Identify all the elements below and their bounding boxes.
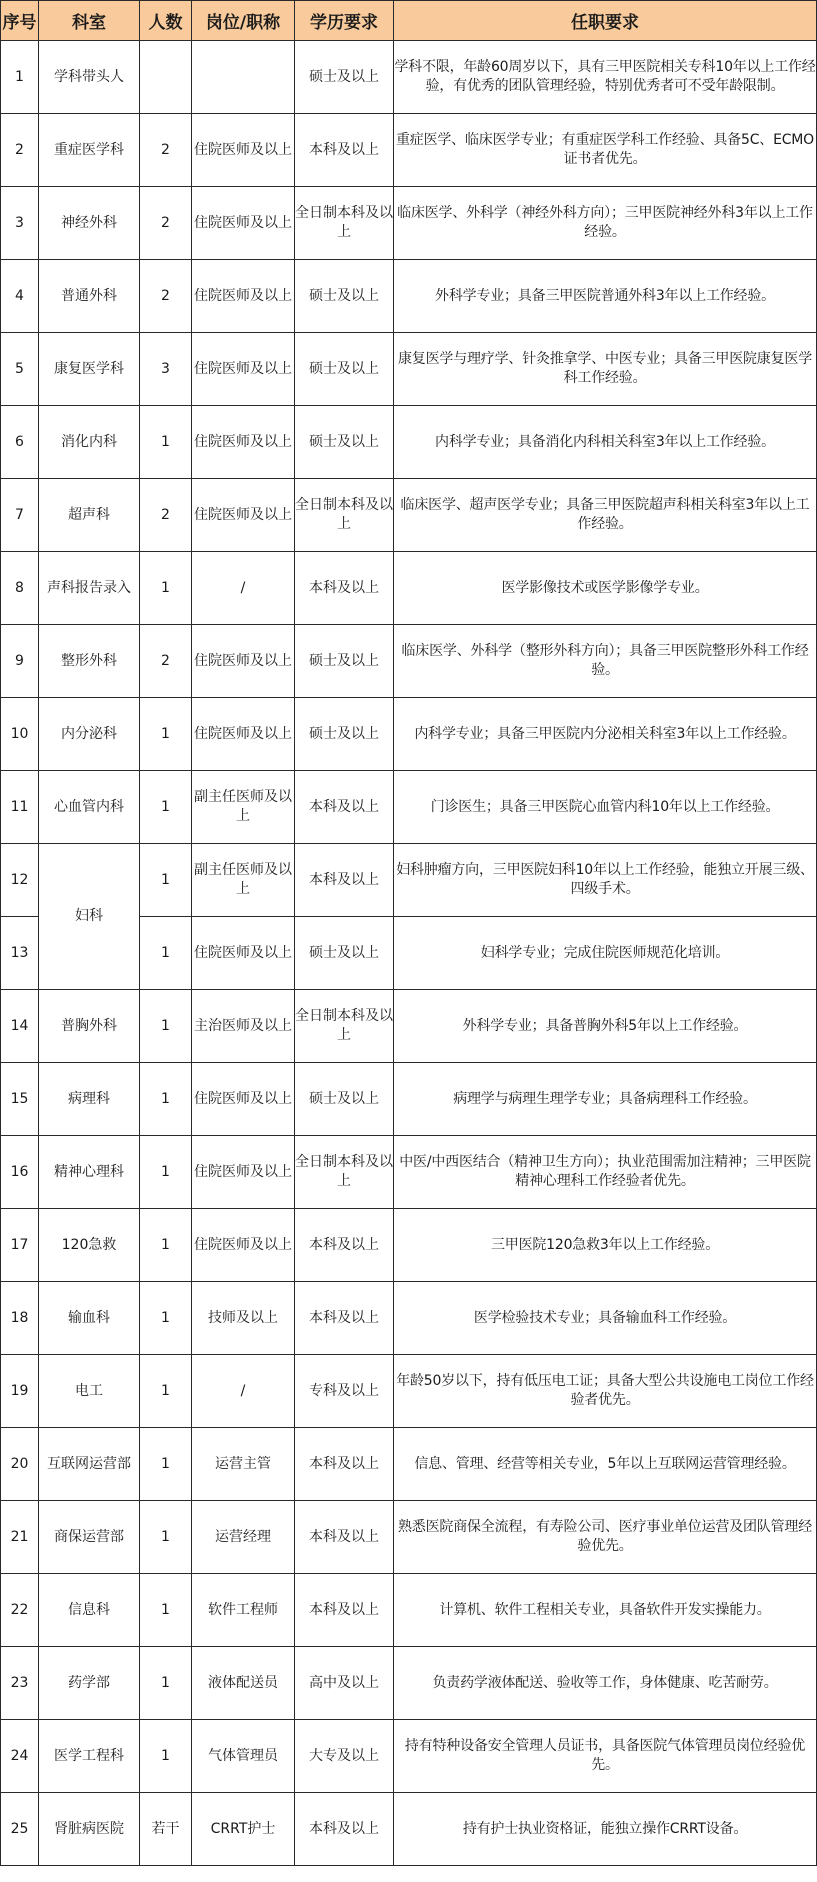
cell-dept: 互联网运营部 xyxy=(39,1428,140,1501)
cell-no: 21 xyxy=(1,1501,39,1574)
cell-dept: 精神心理科 xyxy=(39,1136,140,1209)
cell-requirement: 中医/中西医结合（精神卫生方向）；执业范围需加注精神；三甲医院精神心理科工作经验者优先。 xyxy=(394,1136,817,1209)
cell-position: 住院医师及以上 xyxy=(192,114,295,187)
cell-education: 专科及以上 xyxy=(295,1355,394,1428)
cell-no: 5 xyxy=(1,333,39,406)
header-dept: 科室 xyxy=(39,1,140,41)
cell-no: 1 xyxy=(1,41,39,114)
cell-requirement: 妇科肿瘤方向，三甲医院妇科10年以上工作经验，能独立开展三级、四级手术。 xyxy=(394,844,817,917)
table-row xyxy=(1,698,817,771)
cell-dept: 声科报告录入 xyxy=(39,552,140,625)
cell-dept: 内分泌科 xyxy=(39,698,140,771)
cell-count: 1 xyxy=(140,1428,192,1501)
cell-dept: 信息科 xyxy=(39,1574,140,1647)
cell-no: 4 xyxy=(1,260,39,333)
cell-requirement: 熟悉医院商保全流程，有寿险公司、医疗事业单位运营及团队管理经验优先。 xyxy=(394,1501,817,1574)
cell-position: 主治医师及以上 xyxy=(192,990,295,1063)
table-row xyxy=(1,41,817,114)
cell-requirement: 康复医学与理疗学、针灸推拿学、中医专业；具备三甲医院康复医学科工作经验。 xyxy=(394,333,817,406)
table-row xyxy=(1,114,817,187)
cell-dept: 神经外科 xyxy=(39,187,140,260)
cell-requirement: 临床医学、超声医学专业；具备三甲医院超声科相关科室3年以上工作经验。 xyxy=(394,479,817,552)
cell-count: 1 xyxy=(140,990,192,1063)
cell-count: 1 xyxy=(140,1209,192,1282)
cell-education: 硕士及以上 xyxy=(295,406,394,479)
cell-no: 24 xyxy=(1,1720,39,1793)
table-row xyxy=(1,771,817,844)
cell-requirement: 外科学专业；具备三甲医院普通外科3年以上工作经验。 xyxy=(394,260,817,333)
cell-requirement: 临床医学、外科学（整形外科方向）；具备三甲医院整形外科工作经验。 xyxy=(394,625,817,698)
cell-dept: 输血科 xyxy=(39,1282,140,1355)
cell-no: 7 xyxy=(1,479,39,552)
cell-no: 10 xyxy=(1,698,39,771)
cell-count: 2 xyxy=(140,260,192,333)
table-row xyxy=(1,1720,817,1793)
cell-no: 19 xyxy=(1,1355,39,1428)
cell-count: 1 xyxy=(140,1355,192,1428)
header-row xyxy=(1,1,817,41)
cell-no: 3 xyxy=(1,187,39,260)
cell-count: 1 xyxy=(140,1063,192,1136)
table-row xyxy=(1,990,817,1063)
cell-count: 1 xyxy=(140,1136,192,1209)
cell-requirement: 负责药学液体配送、验收等工作，身体健康、吃苦耐劳。 xyxy=(394,1647,817,1720)
cell-dept: 妇科 xyxy=(39,844,140,990)
cell-position: 住院医师及以上 xyxy=(192,333,295,406)
cell-position: 住院医师及以上 xyxy=(192,260,295,333)
cell-position: 技师及以上 xyxy=(192,1282,295,1355)
cell-position: 副主任医师及以上 xyxy=(192,844,295,917)
cell-education: 硕士及以上 xyxy=(295,625,394,698)
cell-position xyxy=(192,41,295,114)
cell-count: 1 xyxy=(140,1647,192,1720)
cell-education: 全日制本科及以上 xyxy=(295,1136,394,1209)
cell-dept: 普胸外科 xyxy=(39,990,140,1063)
cell-education: 本科及以上 xyxy=(295,771,394,844)
cell-count: 2 xyxy=(140,114,192,187)
cell-no: 20 xyxy=(1,1428,39,1501)
cell-position: CRRT护士 xyxy=(192,1793,295,1866)
cell-education: 硕士及以上 xyxy=(295,333,394,406)
header-no: 序号 xyxy=(1,1,39,41)
cell-no: 22 xyxy=(1,1574,39,1647)
cell-no: 2 xyxy=(1,114,39,187)
cell-education: 本科及以上 xyxy=(295,1793,394,1866)
cell-no: 13 xyxy=(1,917,39,990)
cell-requirement: 医学影像技术或医学影像学专业。 xyxy=(394,552,817,625)
cell-count: 1 xyxy=(140,698,192,771)
table-row xyxy=(1,406,817,479)
cell-education: 本科及以上 xyxy=(295,1574,394,1647)
table-row xyxy=(1,1428,817,1501)
cell-count: 1 xyxy=(140,844,192,917)
cell-requirement: 信息、管理、经营等相关专业，5年以上互联网运营管理经验。 xyxy=(394,1428,817,1501)
cell-requirement: 病理学与病理生理学专业；具备病理科工作经验。 xyxy=(394,1063,817,1136)
table-row xyxy=(1,844,817,917)
cell-count: 1 xyxy=(140,406,192,479)
cell-dept: 重症医学科 xyxy=(39,114,140,187)
cell-dept: 电工 xyxy=(39,1355,140,1428)
cell-education: 高中及以上 xyxy=(295,1647,394,1720)
cell-requirement: 持有护士执业资格证，能独立操作CRRT设备。 xyxy=(394,1793,817,1866)
cell-no: 12 xyxy=(1,844,39,917)
cell-position: 住院医师及以上 xyxy=(192,1136,295,1209)
cell-position: / xyxy=(192,552,295,625)
cell-education: 全日制本科及以上 xyxy=(295,187,394,260)
cell-count: 2 xyxy=(140,187,192,260)
cell-dept: 整形外科 xyxy=(39,625,140,698)
cell-count: 1 xyxy=(140,1574,192,1647)
table-row xyxy=(1,552,817,625)
cell-education: 硕士及以上 xyxy=(295,917,394,990)
cell-education: 硕士及以上 xyxy=(295,260,394,333)
header-requirement: 任职要求 xyxy=(394,1,817,41)
cell-dept: 学科带头人 xyxy=(39,41,140,114)
table-row xyxy=(1,1282,817,1355)
header-count: 人数 xyxy=(140,1,192,41)
cell-count: 2 xyxy=(140,479,192,552)
cell-requirement: 学科不限，年龄60周岁以下，具有三甲医院相关专科10年以上工作经验，有优秀的团队管理经验，特别优秀者可不受年龄限制。 xyxy=(394,41,817,114)
cell-education: 本科及以上 xyxy=(295,1501,394,1574)
cell-dept: 消化内科 xyxy=(39,406,140,479)
cell-position: 副主任医师及以上 xyxy=(192,771,295,844)
cell-requirement: 外科学专业；具备普胸外科5年以上工作经验。 xyxy=(394,990,817,1063)
cell-dept: 肾脏病医院 xyxy=(39,1793,140,1866)
cell-no: 6 xyxy=(1,406,39,479)
table-row xyxy=(1,333,817,406)
table-row xyxy=(1,1501,817,1574)
cell-dept: 药学部 xyxy=(39,1647,140,1720)
cell-no: 14 xyxy=(1,990,39,1063)
cell-count: 2 xyxy=(140,625,192,698)
cell-count: 1 xyxy=(140,1282,192,1355)
cell-no: 25 xyxy=(1,1793,39,1866)
cell-no: 15 xyxy=(1,1063,39,1136)
cell-dept: 病理科 xyxy=(39,1063,140,1136)
table-row xyxy=(1,479,817,552)
cell-count xyxy=(140,41,192,114)
cell-education: 本科及以上 xyxy=(295,844,394,917)
cell-requirement: 临床医学、外科学（神经外科方向）；三甲医院神经外科3年以上工作经验。 xyxy=(394,187,817,260)
table-row xyxy=(1,260,817,333)
cell-position: 住院医师及以上 xyxy=(192,187,295,260)
cell-requirement: 妇科学专业；完成住院医师规范化培训。 xyxy=(394,917,817,990)
cell-position: 液体配送员 xyxy=(192,1647,295,1720)
cell-no: 18 xyxy=(1,1282,39,1355)
cell-requirement: 计算机、软件工程相关专业，具备软件开发实操能力。 xyxy=(394,1574,817,1647)
cell-education: 本科及以上 xyxy=(295,1209,394,1282)
cell-requirement: 内科学专业；具备三甲医院内分泌相关科室3年以上工作经验。 xyxy=(394,698,817,771)
cell-dept: 医学工程科 xyxy=(39,1720,140,1793)
cell-requirement: 持有特种设备安全管理人员证书，具备医院气体管理员岗位经验优先。 xyxy=(394,1720,817,1793)
cell-requirement: 内科学专业；具备消化内科相关科室3年以上工作经验。 xyxy=(394,406,817,479)
table-row xyxy=(1,1136,817,1209)
cell-position: 住院医师及以上 xyxy=(192,625,295,698)
cell-position: 软件工程师 xyxy=(192,1574,295,1647)
table-row xyxy=(1,1647,817,1720)
cell-education: 本科及以上 xyxy=(295,1282,394,1355)
cell-education: 大专及以上 xyxy=(295,1720,394,1793)
cell-position: 住院医师及以上 xyxy=(192,1063,295,1136)
cell-requirement: 年龄50岁以下，持有低压电工证；具备大型公共设施电工岗位工作经验者优先。 xyxy=(394,1355,817,1428)
cell-position: 住院医师及以上 xyxy=(192,698,295,771)
cell-count: 1 xyxy=(140,917,192,990)
cell-count: 1 xyxy=(140,771,192,844)
cell-no: 9 xyxy=(1,625,39,698)
cell-requirement: 重症医学、临床医学专业；有重症医学科工作经验、具备5C、ECMO证书者优先。 xyxy=(394,114,817,187)
table-row xyxy=(1,187,817,260)
table-row xyxy=(1,1793,817,1866)
header-education: 学历要求 xyxy=(295,1,394,41)
cell-position: 气体管理员 xyxy=(192,1720,295,1793)
table-row xyxy=(1,1355,817,1428)
table-row xyxy=(1,1063,817,1136)
cell-position: 住院医师及以上 xyxy=(192,479,295,552)
cell-dept: 120急救 xyxy=(39,1209,140,1282)
cell-dept: 商保运营部 xyxy=(39,1501,140,1574)
cell-dept: 康复医学科 xyxy=(39,333,140,406)
cell-no: 11 xyxy=(1,771,39,844)
cell-requirement: 医学检验技术专业；具备输血科工作经验。 xyxy=(394,1282,817,1355)
cell-dept: 心血管内科 xyxy=(39,771,140,844)
cell-no: 17 xyxy=(1,1209,39,1282)
cell-count: 1 xyxy=(140,552,192,625)
cell-dept: 超声科 xyxy=(39,479,140,552)
cell-position: 运营主管 xyxy=(192,1428,295,1501)
cell-no: 8 xyxy=(1,552,39,625)
cell-education: 硕士及以上 xyxy=(295,1063,394,1136)
cell-education: 本科及以上 xyxy=(295,1428,394,1501)
table-row xyxy=(1,625,817,698)
cell-count: 若干 xyxy=(140,1793,192,1866)
cell-position: 住院医师及以上 xyxy=(192,406,295,479)
cell-position: / xyxy=(192,1355,295,1428)
cell-education: 本科及以上 xyxy=(295,552,394,625)
cell-count: 3 xyxy=(140,333,192,406)
cell-position: 住院医师及以上 xyxy=(192,917,295,990)
header-position: 岗位/职称 xyxy=(192,1,295,41)
cell-education: 硕士及以上 xyxy=(295,698,394,771)
cell-education: 全日制本科及以上 xyxy=(295,479,394,552)
cell-requirement: 三甲医院120急救3年以上工作经验。 xyxy=(394,1209,817,1282)
cell-position: 住院医师及以上 xyxy=(192,1209,295,1282)
cell-position: 运营经理 xyxy=(192,1501,295,1574)
cell-education: 全日制本科及以上 xyxy=(295,990,394,1063)
cell-no: 23 xyxy=(1,1647,39,1720)
cell-count: 1 xyxy=(140,1501,192,1574)
cell-education: 本科及以上 xyxy=(295,114,394,187)
cell-count: 1 xyxy=(140,1720,192,1793)
table-row xyxy=(1,1209,817,1282)
cell-no: 16 xyxy=(1,1136,39,1209)
table-row xyxy=(1,1574,817,1647)
cell-requirement: 门诊医生；具备三甲医院心血管内科10年以上工作经验。 xyxy=(394,771,817,844)
cell-education: 硕士及以上 xyxy=(295,41,394,114)
cell-dept: 普通外科 xyxy=(39,260,140,333)
